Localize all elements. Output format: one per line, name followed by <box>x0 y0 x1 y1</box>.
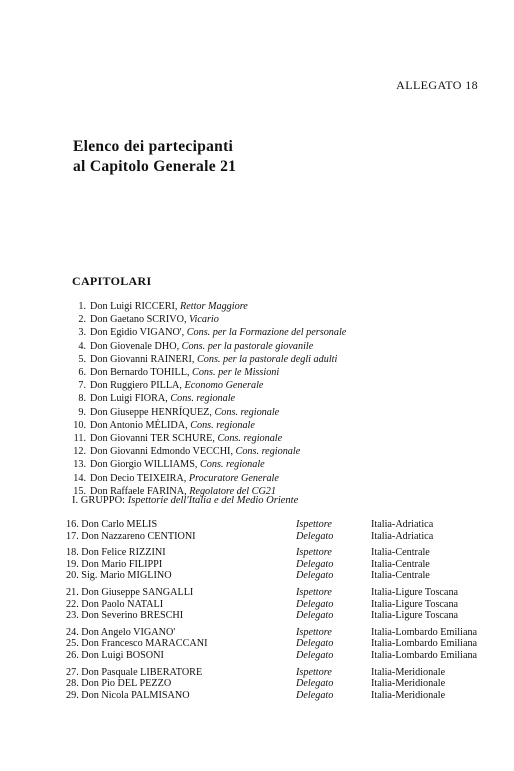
member-province: Italia-Lombardo Emiliana <box>371 638 478 650</box>
member-row <box>66 610 506 622</box>
member-role: Ispettore <box>296 626 332 638</box>
member-role: Cons. per la Formazione del personale <box>186 327 347 339</box>
group-label: I. GRUPPO: <box>72 495 126 506</box>
capitolari-heading: CAPITOLARI <box>72 274 152 288</box>
member-province: Italia-Centrale <box>371 558 430 570</box>
member-name: Don Raffaele FARINA, <box>90 485 187 497</box>
capitolare-item <box>66 419 346 432</box>
member-province: Italia-Ligure Toscana <box>371 610 459 622</box>
member-role: Delegato <box>296 610 334 622</box>
capitolare-item <box>66 366 346 379</box>
member-name: 19. Don Mario FILIPPI <box>66 558 163 570</box>
item-number: 4. <box>78 340 86 352</box>
member-row <box>66 638 506 650</box>
member-role: Cons. regionale <box>170 393 236 405</box>
member-name: 21. Don Giuseppe SANGALLI <box>66 586 194 598</box>
capitolare-item <box>66 340 346 353</box>
member-row <box>66 570 506 582</box>
member-role: Delegato <box>296 678 334 690</box>
member-name: 29. Don Nicola PALMISANO <box>66 689 190 701</box>
member-row <box>66 690 506 702</box>
item-number: 14. <box>73 472 86 484</box>
member-role: Cons. regionale <box>235 446 301 458</box>
member-name: Don Luigi RICCERI, <box>90 301 178 312</box>
member-name: Don Decio TEIXEIRA, <box>90 472 187 484</box>
page-title <box>73 137 236 177</box>
member-role: Cons. regionale <box>199 459 265 471</box>
item-number: 8. <box>78 393 86 405</box>
member-province: Italia-Centrale <box>371 547 430 559</box>
item-number: 6. <box>78 367 86 379</box>
member-province: Italia-Adriatica <box>371 530 434 542</box>
item-number: 15. <box>73 485 86 497</box>
member-name: Don Giuseppe HENRÍQUEZ, <box>90 406 212 418</box>
capitolare-item <box>66 326 346 339</box>
member-row <box>66 531 506 543</box>
province-block <box>66 547 506 582</box>
member-role: Delegato <box>296 638 334 650</box>
province-block <box>66 627 506 662</box>
member-name: 18. Don Felice RIZZINI <box>66 547 166 559</box>
member-role: Delegato <box>296 530 334 542</box>
member-name: 28. Don Pio DEL PEZZO <box>66 678 172 690</box>
member-name: Don Gaetano SCRIVO, <box>90 314 187 326</box>
member-role: Delegato <box>296 649 334 661</box>
allegato-label: ALLEGATO 18 <box>396 78 478 92</box>
item-number: 11. <box>73 433 86 445</box>
member-name: Don Giovanni Edmondo VECCHI, <box>90 446 233 458</box>
member-role: Ispettore <box>296 666 332 678</box>
item-number: 5. <box>78 353 86 365</box>
member-province: Italia-Ligure Toscana <box>371 598 459 610</box>
member-province: Italia-Meridionale <box>371 678 446 690</box>
member-province: Italia-Meridionale <box>371 666 446 678</box>
member-name: 20. Sig. Mario MIGLINO <box>66 570 172 582</box>
capitolare-item <box>66 392 346 405</box>
capitolare-item <box>66 313 346 326</box>
member-name: Don Giovanni RAINERI, <box>90 353 195 365</box>
capitolare-item <box>66 458 346 471</box>
group-subtitle: Ispettorie dell'Italia e del Medio Oriente <box>127 495 299 506</box>
member-role: Cons. per la pastorale degli adulti <box>196 353 338 365</box>
item-number: 12. <box>73 446 86 458</box>
member-name: Don Antonio MÉLIDA, <box>90 419 188 431</box>
title-line-2: al Capitolo Generale 21 <box>73 158 237 175</box>
item-number: 13. <box>73 459 86 471</box>
member-role: Delegato <box>296 598 334 610</box>
member-province: Italia-Lombardo Emiliana <box>371 649 478 661</box>
member-role: Cons. regionale <box>217 433 283 445</box>
member-role: Ispettore <box>296 547 332 559</box>
member-row <box>66 627 506 639</box>
item-number: 1. <box>78 301 86 312</box>
member-row <box>66 667 506 679</box>
group-members-list <box>66 519 506 706</box>
item-number: 2. <box>78 314 86 326</box>
group-heading <box>72 495 298 506</box>
member-role: Cons. regionale <box>214 406 280 418</box>
member-role: Cons. regionale <box>190 419 255 431</box>
member-province: Italia-Lombardo Emiliana <box>371 626 478 638</box>
capitolare-item <box>66 445 346 458</box>
member-role: Delegato <box>296 558 334 570</box>
title-line-1: Elenco dei partecipanti <box>73 138 234 155</box>
item-number: 3. <box>78 327 86 339</box>
member-name: Don Giovanni TER SCHURE, <box>90 433 215 445</box>
member-row <box>66 650 506 662</box>
capitolare-item <box>66 379 346 392</box>
member-role: Economo Generale <box>184 380 264 392</box>
member-role: Delegato <box>296 570 334 582</box>
member-name: 16. Don Carlo MELIS <box>66 519 158 530</box>
member-row <box>66 678 506 690</box>
member-name: Don Ruggiero PILLA, <box>90 380 182 392</box>
member-name: Don Egidio VIGANO', <box>90 327 185 339</box>
member-name: 25. Don Francesco MARACCANI <box>66 638 208 650</box>
member-row <box>66 587 506 599</box>
member-name: 27. Don Pasquale LIBERATORE <box>66 666 203 678</box>
member-province: Italia-Adriatica <box>371 519 434 530</box>
member-role: Delegato <box>296 689 334 701</box>
member-role: Regolatore del CG21 <box>189 485 276 497</box>
member-name: 23. Don Severino BRESCHI <box>66 610 184 622</box>
member-name: Don Giorgio WILLIAMS, <box>90 459 198 471</box>
province-block <box>66 667 506 702</box>
member-role: Ispettore <box>296 586 332 598</box>
capitolare-item <box>66 432 346 445</box>
member-role: Rettor Maggiore <box>180 301 248 312</box>
province-block <box>66 519 506 542</box>
member-row <box>66 519 506 531</box>
capitolare-item <box>66 406 346 419</box>
capitolare-item <box>66 472 346 485</box>
province-block <box>66 587 506 622</box>
capitolare-item <box>66 353 346 366</box>
member-name: 17. Don Nazzareno CENTIONI <box>66 530 196 542</box>
member-role: Ispettore <box>296 519 332 530</box>
member-role: Procuratore Generale <box>188 472 279 484</box>
member-name: 24. Don Angelo VIGANO' <box>66 626 176 638</box>
member-row <box>66 599 506 611</box>
member-name: 22. Don Paolo NATALI <box>66 598 164 610</box>
member-role: Vicario <box>189 314 219 326</box>
member-province: Italia-Meridionale <box>371 689 446 701</box>
member-name: 26. Don Luigi BOSONI <box>66 649 164 661</box>
member-province: Italia-Centrale <box>371 570 430 582</box>
member-name: Don Luigi FIORA, <box>90 393 168 405</box>
capitolare-item <box>66 300 346 313</box>
item-number: 10. <box>73 419 86 431</box>
member-role: Cons. per le Missioni <box>192 367 280 379</box>
member-row <box>66 547 506 559</box>
member-row <box>66 559 506 571</box>
member-name: Don Giovenale DHO, <box>90 340 180 352</box>
member-role: Cons. per la pastorale giovanile <box>181 340 314 352</box>
item-number: 9. <box>78 406 86 418</box>
member-province: Italia-Ligure Toscana <box>371 586 459 598</box>
item-number: 7. <box>78 380 86 392</box>
member-name: Don Bernardo TOHILL, <box>90 367 190 379</box>
capitolari-list <box>66 300 346 498</box>
